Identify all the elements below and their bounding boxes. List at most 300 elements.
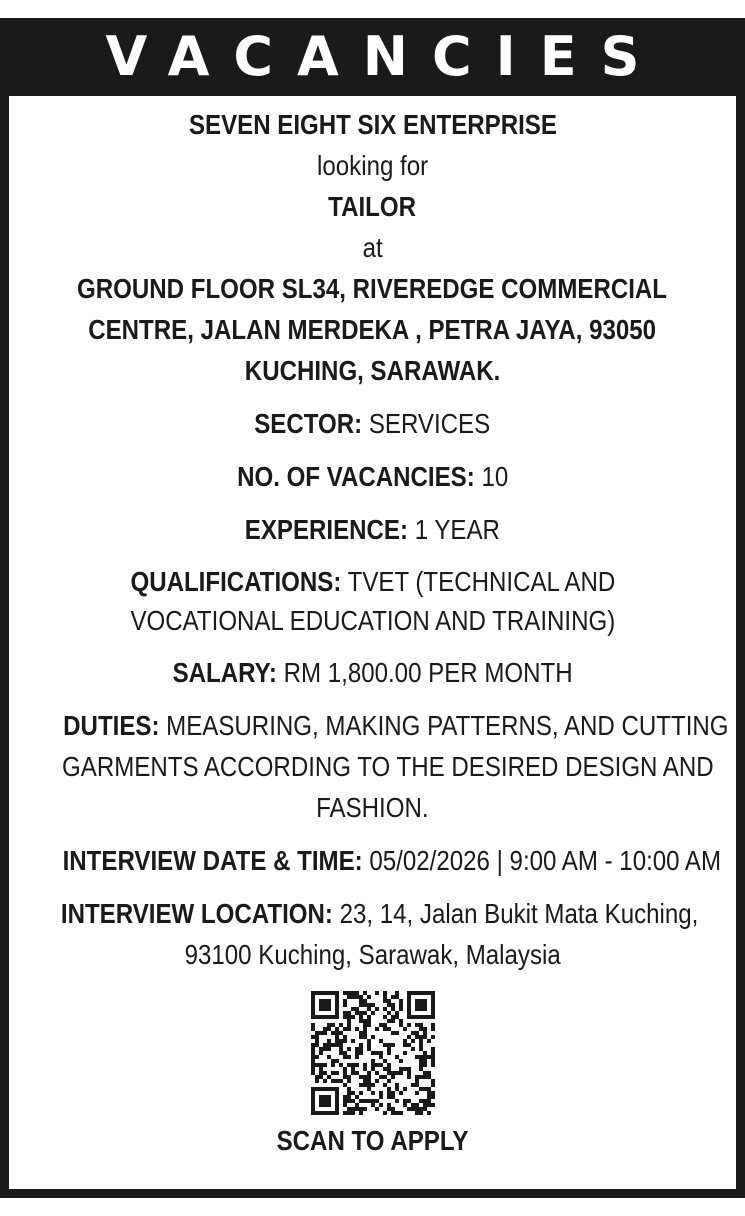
qr-module (375, 1051, 379, 1055)
qr-module (431, 1063, 435, 1067)
qr-module (403, 1051, 407, 1055)
qr-module (383, 1083, 387, 1087)
qr-module (387, 1067, 391, 1071)
qr-module (363, 1003, 367, 1007)
qr-module (367, 1079, 371, 1083)
qr-module (387, 1079, 391, 1083)
qr-module (311, 1063, 315, 1067)
qr-module (367, 1087, 371, 1091)
company-name (9, 104, 736, 145)
qr-module (311, 1043, 315, 1047)
qr-module (391, 1107, 395, 1111)
looking-for-label: looking for (316, 150, 429, 181)
qr-module (319, 1075, 323, 1079)
qr-module (367, 1099, 371, 1103)
qr-module (355, 1095, 359, 1099)
qr-module (427, 1099, 431, 1103)
qr-module (363, 1063, 367, 1067)
qr-module (415, 1035, 419, 1039)
qr-module (407, 1107, 411, 1111)
qr-module (419, 1099, 423, 1103)
qr-module (359, 1047, 363, 1051)
qr-module (331, 1031, 335, 1035)
qr-module (387, 1103, 391, 1107)
qr-module (351, 1015, 355, 1019)
qr-module (319, 1067, 323, 1071)
qr-module (399, 1067, 403, 1071)
qr-module (343, 1067, 347, 1071)
qr-module (387, 1047, 391, 1051)
qr-module (419, 1059, 423, 1063)
qr-module (387, 1019, 391, 1023)
qr-module (363, 1031, 367, 1035)
qr-module (343, 1099, 347, 1103)
qr-module (423, 1107, 427, 1111)
qr-module (379, 1095, 383, 1099)
qr-module (359, 1075, 363, 1079)
qr-module (383, 991, 387, 995)
qr-module (371, 1103, 375, 1107)
qr-module (359, 1083, 363, 1087)
qr-module (431, 1059, 435, 1063)
qr-module (347, 1011, 351, 1015)
qr-module (311, 1071, 315, 1075)
qr-module (363, 1067, 367, 1071)
qr-module (355, 1063, 359, 1067)
qr-module (375, 991, 379, 995)
qr-module (383, 1043, 387, 1047)
salary-label: SALARY: (172, 657, 277, 688)
qr-module (359, 1011, 363, 1015)
qr-module (407, 1075, 411, 1079)
qr-module (323, 1043, 327, 1047)
qr-module (367, 1071, 371, 1075)
qr-module (395, 1055, 399, 1059)
qr-module (371, 1091, 375, 1095)
qr-module (351, 1071, 355, 1075)
qr-module (363, 1075, 367, 1079)
qr-module (359, 1091, 363, 1095)
qr-module (343, 1015, 347, 1019)
qr-module (391, 1031, 395, 1035)
qr-module (383, 1111, 387, 1115)
qr-module (339, 1047, 343, 1051)
qr-module (431, 1095, 435, 1099)
qr-module (379, 1055, 383, 1059)
qr-module (387, 1003, 391, 1007)
qr-module (431, 1023, 435, 1027)
qr-module (339, 1023, 343, 1027)
qr-module (407, 1099, 411, 1103)
qr-module (419, 1075, 423, 1079)
qr-module (339, 1039, 343, 1043)
qr-module (351, 991, 355, 995)
qr-module (427, 1087, 431, 1091)
qr-module (343, 1075, 347, 1079)
qr-module (335, 1039, 339, 1043)
qr-module (359, 995, 363, 999)
qr-module (415, 1075, 419, 1079)
qr-module (371, 1035, 375, 1039)
qr-module (419, 1043, 423, 1047)
qr-module (379, 1091, 383, 1095)
qr-module (383, 995, 387, 999)
qr-module (415, 1079, 419, 1083)
qr-module (419, 1067, 423, 1071)
qr-module (387, 1011, 391, 1015)
qualifications-value: VOCATIONAL EDUCATION AND TRAINING) (130, 605, 615, 636)
interview-datetime-label: INTERVIEW DATE & TIME: (62, 845, 363, 876)
qr-module (367, 1019, 371, 1023)
qr-module (339, 1079, 343, 1083)
qr-module (363, 991, 367, 995)
qr-module (415, 1031, 419, 1035)
qr-module (315, 1063, 319, 1067)
qr-module (415, 1107, 419, 1111)
qr-module (395, 1031, 399, 1035)
qr-module (335, 1071, 339, 1075)
qr-module (379, 1075, 383, 1079)
qr-module (383, 1007, 387, 1011)
qr-module (343, 1027, 347, 1031)
qr-module (403, 1039, 407, 1043)
qr-module (315, 1031, 319, 1035)
qr-module (431, 1083, 435, 1087)
qr-module (383, 999, 387, 1003)
qr-module (367, 1047, 371, 1051)
company-name-text: SEVEN EIGHT SIX ENTERPRISE (188, 109, 557, 140)
qr-module (427, 1095, 431, 1099)
qr-module (351, 995, 355, 999)
qr-module (403, 1043, 407, 1047)
qr-module (407, 1035, 411, 1039)
qr-module (371, 1003, 375, 1007)
qr-module (411, 1103, 415, 1107)
qr-module (383, 1023, 387, 1027)
qr-module (319, 999, 331, 1011)
qr-module (347, 1087, 351, 1091)
qr-module (379, 1103, 383, 1107)
qr-module (319, 1047, 323, 1051)
qr-module (391, 1043, 395, 1047)
qr-module (355, 1103, 359, 1107)
experience-field (9, 509, 736, 550)
qr-module (383, 1015, 387, 1019)
qr-module (327, 1039, 331, 1043)
qr-module (427, 1091, 431, 1095)
vacancies-label: NO. OF VACANCIES: (236, 461, 475, 492)
qr-module (367, 1015, 371, 1019)
page-title: VACANCIES (105, 25, 664, 88)
qr-module (387, 1107, 391, 1111)
qr-module (407, 1067, 411, 1071)
qr-module (343, 1051, 347, 1055)
qr-module (347, 1047, 351, 1051)
qr-module (427, 1103, 431, 1107)
qr-module (347, 1091, 351, 1095)
qr-module (311, 1035, 315, 1039)
qr-module (359, 999, 363, 1003)
qr-module (335, 1059, 339, 1063)
qr-module (343, 1011, 347, 1015)
qr-module (343, 1083, 347, 1087)
qr-module (315, 1079, 319, 1083)
qr-module (427, 1075, 431, 1079)
qr-module (327, 1075, 331, 1079)
qr-module (399, 1059, 403, 1063)
qr-module (367, 1039, 371, 1043)
vacancies-value: 10 (481, 461, 509, 492)
qr-module (387, 1091, 391, 1095)
qr-module (363, 1107, 367, 1111)
qr-module (391, 1075, 395, 1079)
qr-module (391, 1091, 395, 1095)
qr-module (351, 1039, 355, 1043)
qr-module (419, 1023, 423, 1027)
qr-module (343, 991, 347, 995)
qr-module (391, 1071, 395, 1075)
duties-value: FASHION. (316, 792, 429, 823)
qr-code-icon[interactable] (311, 991, 435, 1115)
qr-module (423, 1071, 427, 1075)
qr-module (335, 1079, 339, 1083)
qr-code-graphic[interactable] (311, 991, 435, 1115)
qr-module (331, 1059, 335, 1063)
qr-module (319, 1063, 323, 1067)
qr-module (423, 1075, 427, 1079)
qr-module (371, 1067, 375, 1071)
qr-module (415, 1083, 419, 1087)
qr-module (411, 1039, 415, 1043)
qr-module (327, 1023, 331, 1027)
qr-module (415, 999, 427, 1011)
qr-module (359, 1099, 363, 1103)
qr-module (407, 1023, 411, 1027)
qr-module (327, 1055, 331, 1059)
qr-module (383, 1027, 387, 1031)
qr-module (407, 1071, 411, 1075)
qr-module (355, 1107, 359, 1111)
duties-value: MEASURING, MAKING PATTERNS, AND CUTTING (166, 710, 729, 741)
qr-module (379, 1023, 383, 1027)
qr-module (351, 1091, 355, 1095)
qr-module (387, 1063, 391, 1067)
qr-module (371, 1083, 375, 1087)
qr-module (395, 991, 399, 995)
qr-module (347, 991, 351, 995)
qr-module (311, 1067, 315, 1071)
qr-module (387, 1043, 391, 1047)
qr-module (423, 1027, 427, 1031)
qr-module (419, 1063, 423, 1067)
qr-module (423, 1055, 427, 1059)
qr-module (367, 1075, 371, 1079)
position-text: TAILOR (328, 191, 417, 222)
qr-module (431, 1051, 435, 1055)
qr-module (347, 1107, 351, 1111)
qr-module (359, 1019, 363, 1023)
qr-module (367, 1003, 371, 1007)
qr-module (415, 1023, 419, 1027)
at-label: at (362, 232, 383, 263)
qr-module (339, 1031, 343, 1035)
qr-module (423, 1103, 427, 1107)
qr-module (339, 1063, 343, 1067)
qr-module (395, 1099, 399, 1103)
qr-module (355, 1071, 359, 1075)
sector-field (9, 403, 736, 444)
qr-module (359, 1111, 363, 1115)
qr-module (375, 1063, 379, 1067)
qr-module (367, 1023, 371, 1027)
qr-module (411, 1047, 415, 1051)
address-line: KUCHING, SARAWAK. (244, 355, 501, 386)
qr-module (399, 1007, 403, 1011)
interview-location-value: 23, 14, Jalan Bukit Mata Kuching, (339, 898, 699, 929)
qr-module (311, 1059, 315, 1063)
experience-value: 1 YEAR (414, 514, 501, 545)
qr-module (347, 995, 351, 999)
qr-module (395, 1071, 399, 1075)
qr-module (415, 1091, 419, 1095)
qr-module (367, 1083, 371, 1087)
qr-module (403, 1087, 407, 1091)
qr-module (343, 999, 347, 1003)
qr-module (363, 1023, 367, 1027)
qr-module (391, 1003, 395, 1007)
qr-module (331, 1071, 335, 1075)
qr-module (415, 1103, 419, 1107)
qr-module (419, 1107, 423, 1111)
qr-module (351, 1067, 355, 1071)
qr-module (427, 1039, 431, 1043)
qr-module (371, 1059, 375, 1063)
qr-module (331, 1023, 335, 1027)
qr-module (327, 1027, 331, 1031)
qr-module (347, 1111, 351, 1115)
qr-module (395, 1087, 399, 1091)
qr-module (343, 1003, 347, 1007)
qr-module (363, 1079, 367, 1083)
qr-module (363, 1011, 367, 1015)
qr-module (343, 1095, 347, 1099)
qr-module (427, 1111, 431, 1115)
qualifications-value: TVET (TECHNICAL AND (347, 566, 615, 597)
qr-module (395, 1011, 399, 1015)
qr-module (431, 1103, 435, 1107)
qr-module (363, 1019, 367, 1023)
qr-module (359, 1015, 363, 1019)
qr-module (391, 1015, 395, 1019)
qr-module (399, 999, 403, 1003)
qr-module (403, 1103, 407, 1107)
interview-location-value: 93100 Kuching, Sarawak, Malaysia (184, 939, 561, 970)
qualifications-field (9, 562, 736, 640)
qr-module (355, 1047, 359, 1051)
qr-module (399, 1071, 403, 1075)
qr-module (363, 1099, 367, 1103)
qr-module (355, 991, 359, 995)
qr-module (379, 1063, 383, 1067)
qr-module (351, 1063, 355, 1067)
scan-to-apply-label (9, 1119, 736, 1163)
header-band (9, 18, 736, 96)
qr-module (387, 1095, 391, 1099)
qr-module (335, 1043, 339, 1047)
qr-module (375, 1099, 379, 1103)
qr-module (315, 1055, 319, 1059)
qr-module (387, 999, 391, 1003)
vacancy-advertisement (0, 18, 745, 1198)
qr-module (355, 995, 359, 999)
qr-module (423, 1087, 427, 1091)
qr-module (343, 1103, 347, 1107)
interview-datetime-value: 05/02/2026 | 9:00 AM - 10:00 AM (369, 845, 722, 876)
qr-module (431, 1055, 435, 1059)
duties-field (9, 705, 736, 828)
qr-module (315, 1075, 319, 1079)
qr-module (375, 1079, 379, 1083)
duties-label: DUTIES: (63, 710, 160, 741)
qr-module (355, 1027, 359, 1031)
qr-module (431, 1047, 435, 1051)
qr-module (371, 1063, 375, 1067)
qr-module (343, 1111, 347, 1115)
qr-module (419, 1035, 423, 1039)
qr-module (315, 1035, 319, 1039)
qr-module (311, 1051, 315, 1055)
qr-module (419, 1027, 423, 1031)
qr-module (343, 1055, 347, 1059)
salary-field (9, 652, 736, 693)
qr-module (347, 1075, 351, 1079)
qr-module (431, 1027, 435, 1031)
qr-module (323, 1063, 327, 1067)
qr-module (383, 1067, 387, 1071)
looking-for-text (9, 145, 736, 186)
qr-module (359, 1051, 363, 1055)
qr-module (347, 1063, 351, 1067)
qr-module (395, 995, 399, 999)
qr-module (363, 999, 367, 1003)
experience-label: EXPERIENCE: (244, 514, 409, 545)
qr-module (355, 1007, 359, 1011)
qr-module (363, 1027, 367, 1031)
interview-location-field (9, 893, 736, 975)
qr-module (323, 1079, 327, 1083)
qr-module (423, 1031, 427, 1035)
qr-module (367, 1043, 371, 1047)
qr-module (403, 1099, 407, 1103)
qr-module (427, 1071, 431, 1075)
qr-module (315, 1043, 319, 1047)
qr-module (363, 1035, 367, 1039)
address-line: GROUND FLOOR SL34, RIVEREDGE COMMERCIAL (77, 273, 668, 304)
qr-module (419, 1087, 423, 1091)
qr-module (371, 1011, 375, 1015)
qr-module (367, 995, 371, 999)
qualifications-label: QUALIFICATIONS: (130, 566, 342, 597)
qr-module (391, 1095, 395, 1099)
qr-module (323, 1031, 327, 1035)
sector-label: SECTOR: (254, 408, 363, 439)
qr-module (391, 1019, 395, 1023)
qr-module (423, 1063, 427, 1067)
qr-module (399, 1019, 403, 1023)
qr-module (311, 1027, 315, 1031)
qr-module (335, 1027, 339, 1031)
qr-module (359, 1043, 363, 1047)
